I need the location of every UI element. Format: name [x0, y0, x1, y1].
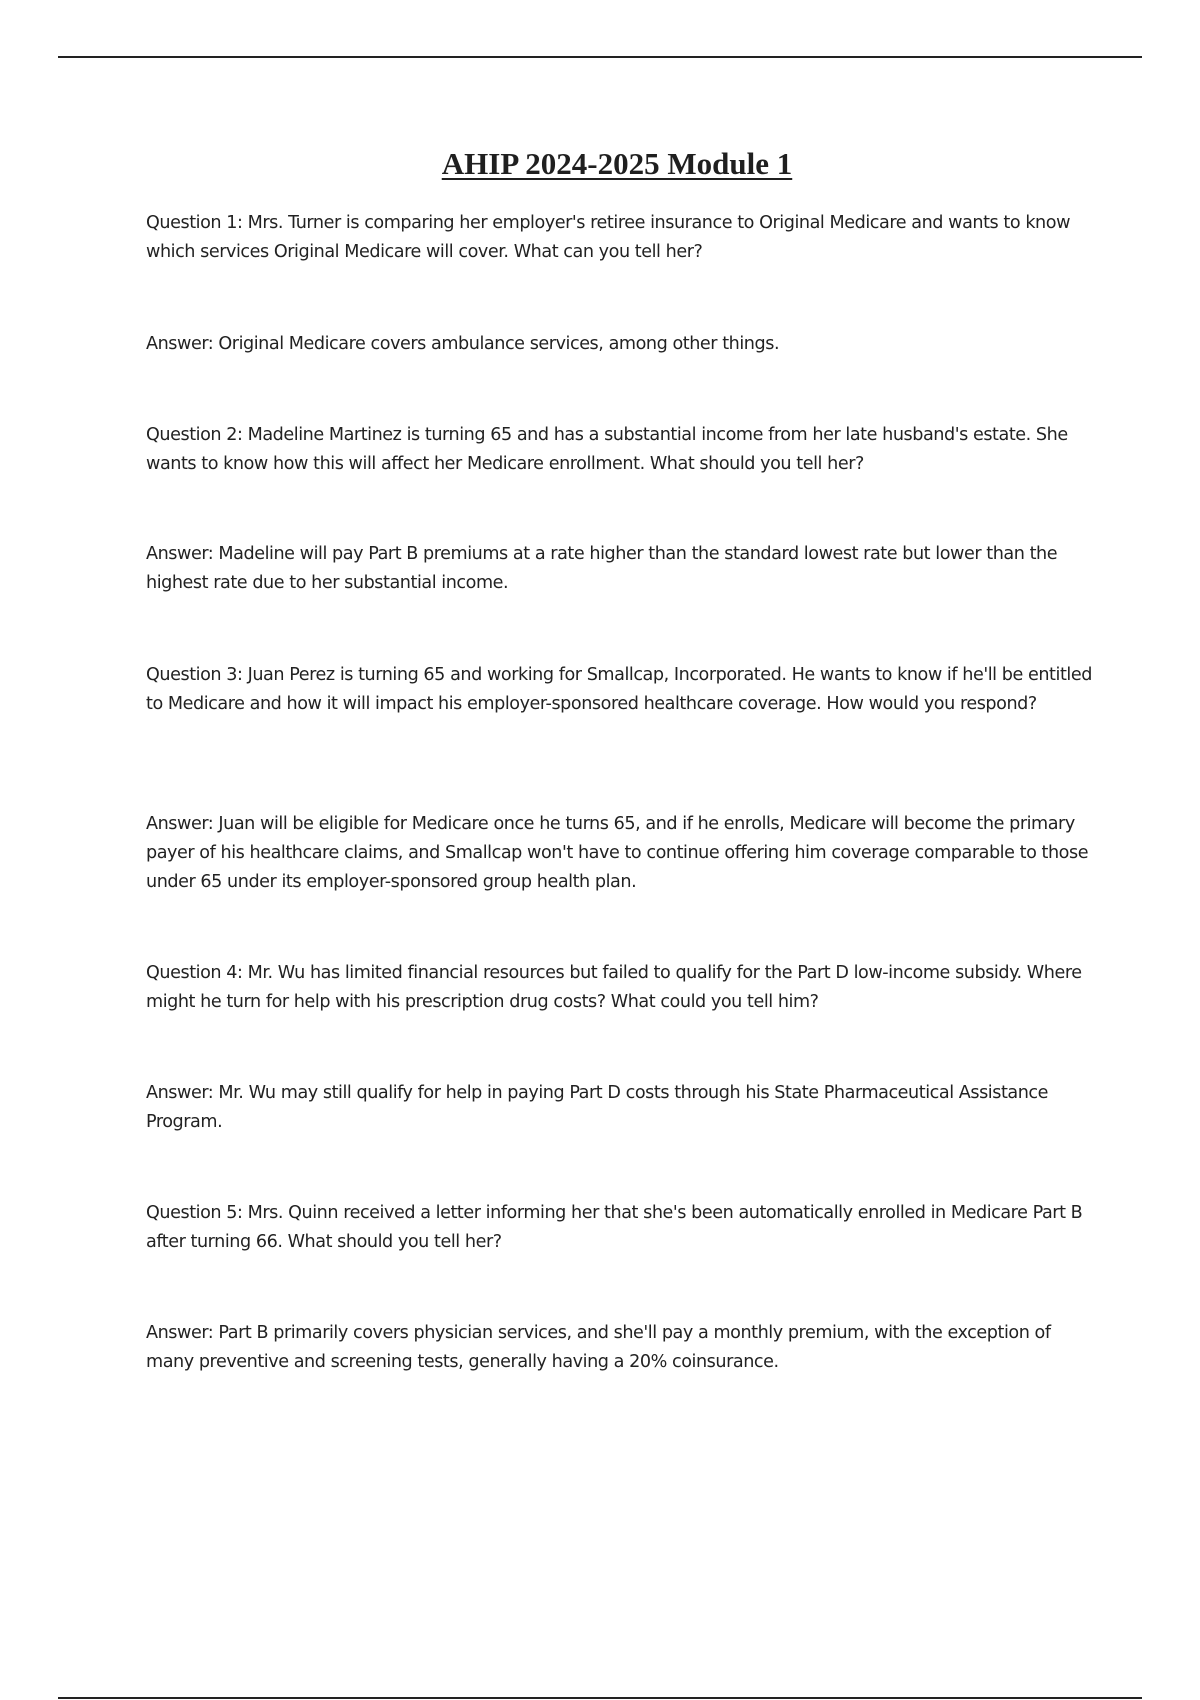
- answer-4: Answer: Mr. Wu may still qualify for help in paying Part D costs through his State Pharmaceutical Assistance Program.: [146, 1083, 1049, 1132]
- answer-1: Answer: Original Medicare covers ambulance services, among other things.: [146, 334, 780, 354]
- answer-5: Answer: Part B primarily covers physician services, and she'll pay a monthly premium, with the exception of many preventive and screening tests, generally having a 20% coinsurance.: [146, 1323, 1051, 1372]
- document-title-text: AHIP 2024-2025 Module 1: [441, 146, 793, 181]
- footer-rule: [58, 1697, 1142, 1699]
- document-title: [0, 144, 1200, 184]
- header-rule: [58, 56, 1142, 58]
- question-2: Question 2: Madeline Martinez is turning 65 and has a substantial income from her late husband's estate. She wants to know how this will affect her Medicare enrollment. What should you tell her?: [146, 425, 1068, 474]
- answer-2: Answer: Madeline will pay Part B premiums at a rate higher than the standard lowest rate but lower than the highest rate due to her substantial income.: [146, 544, 1058, 593]
- question-1: Question 1: Mrs. Turner is comparing her employer's retiree insurance to Original Medicare and wants to know which services Original Medicare will cover. What can you tell her?: [146, 213, 1071, 262]
- question-3: Question 3: Juan Perez is turning 65 and working for Smallcap, Incorporated. He wants to know if he'll be entitled to Medicare and how it will impact his employer-sponsored healthcare coverage. How would you respond?: [146, 665, 1092, 714]
- answer-3: Answer: Juan will be eligible for Medicare once he turns 65, and if he enrolls, Medicare will become the primary payer of his healthcare claims, and Smallcap won't have to continue offering him coverage comparable to those under 65 under its employer-sponsored group health plan.: [146, 814, 1089, 892]
- question-5: Question 5: Mrs. Quinn received a letter informing her that she's been automatically enrolled in Medicare Part B after turning 66. What should you tell her?: [146, 1203, 1083, 1252]
- question-4: Question 4: Mr. Wu has limited financial resources but failed to qualify for the Part D low-income subsidy. Where might he turn for help with his prescription drug costs? What could you tell him?: [146, 963, 1082, 1012]
